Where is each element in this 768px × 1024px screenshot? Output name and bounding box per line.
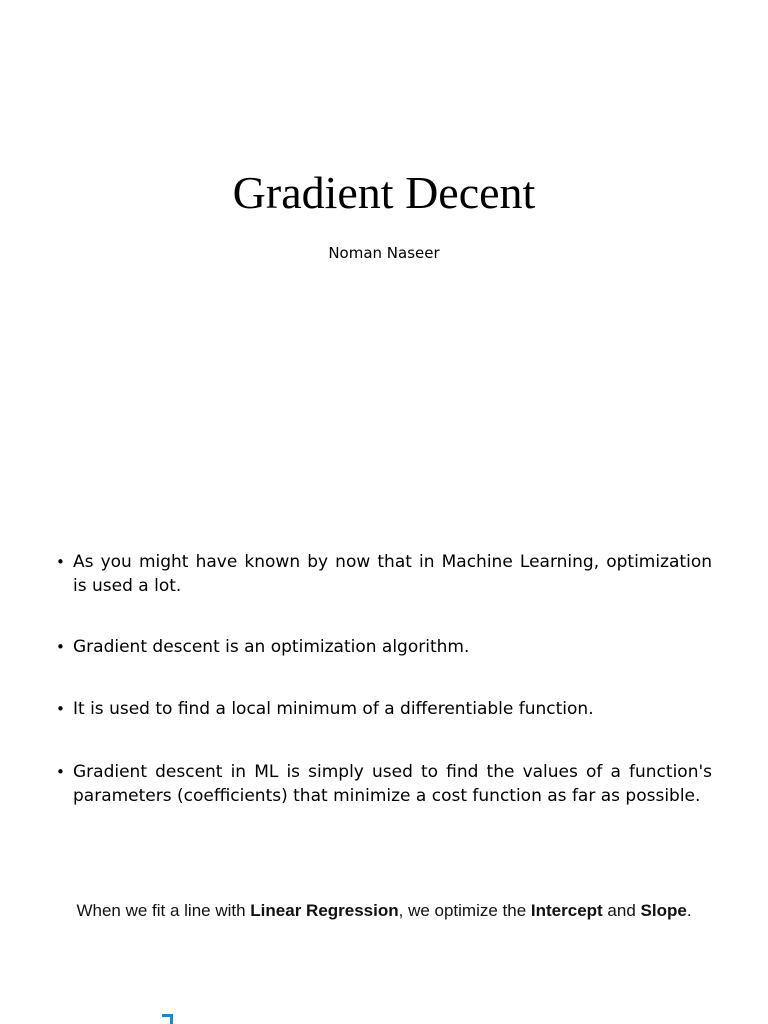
caption-bold-linear-regression: Linear Regression <box>250 901 399 920</box>
caption-bold-slope: Slope <box>640 901 687 920</box>
bullet-marker: • <box>56 763 65 781</box>
caption-text-4: . <box>686 901 692 920</box>
bullet-text: Gradient descent in ML is simply used to find the values of a function's parameters (coefficients) that minimize a cost function as far as possible. <box>73 762 712 806</box>
figure-corner-mark <box>162 1014 173 1024</box>
bullet-marker: • <box>56 553 65 571</box>
figure-caption <box>0 899 768 922</box>
bullet-item-algorithm <box>56 635 712 659</box>
bullet-marker: • <box>56 700 65 718</box>
caption-text-3: and <box>602 901 641 920</box>
caption-text-1: When we fit a line with <box>76 901 251 920</box>
bullet-text: As you might have known by now that in Machine Learning, optimization is used a lot. <box>73 552 712 596</box>
slide-author: Noman Naseer <box>328 244 440 262</box>
bullet-item-optimization <box>56 550 712 598</box>
caption-bold-intercept: Intercept <box>530 901 603 920</box>
bullet-marker: • <box>56 638 65 656</box>
bullet-item-local-minimum <box>56 697 712 721</box>
bullet-text: It is used to find a local minimum of a differentiable function. <box>73 699 594 719</box>
slide-title: Gradient Decent <box>232 167 536 218</box>
caption-text-2: , we optimize the <box>398 901 531 920</box>
bullet-item-ml-usage <box>56 760 712 808</box>
bullet-text: Gradient descent is an optimization algorithm. <box>73 637 470 657</box>
